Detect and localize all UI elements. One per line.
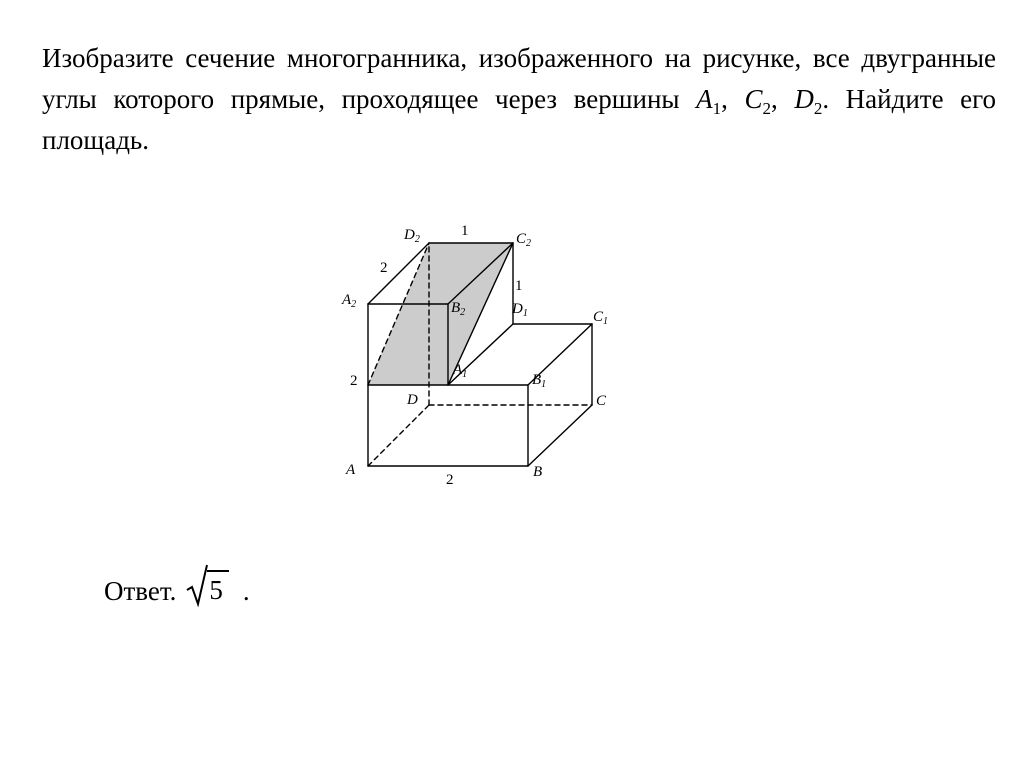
vertex-d2-letter: D [794,84,814,114]
label-b2-sub: 2 [460,307,466,318]
answer-trailing-dot: . [242,576,250,606]
label-b1-letter: B [532,372,542,388]
label-b1 [532,372,546,390]
label-a1-sub: 1 [462,369,468,380]
problem-statement [42,38,996,161]
label-a-letter: A [346,462,356,478]
label-d2 [403,227,420,245]
square-root-symbol [186,563,208,607]
answer-label: Ответ. [104,576,177,606]
label-c1 [593,309,608,327]
label-c1-sub: 1 [603,316,609,327]
dim-bottom-width: 2 [446,472,454,488]
label-c1-letter: C [593,309,604,325]
dim-top-edge: 1 [461,223,469,239]
polyhedron-figure [330,212,630,492]
label-b [533,464,542,480]
label-c [596,393,607,409]
label-c-letter: C [596,393,607,409]
dim-left-height: 2 [350,373,358,389]
label-a [345,462,356,478]
answer-line [104,563,250,607]
dim-top-depth: 2 [380,260,388,276]
label-a1-letter: A [453,362,463,378]
label-c2 [516,231,531,249]
vertex-a1-letter: A [696,84,713,114]
dim-right-height: 1 [515,278,523,294]
vertex-a1-sub: 1 [712,99,722,118]
label-c2-letter: C [516,231,527,247]
vertex-d2-sub: 2 [813,99,823,118]
label-d1-sub: 1 [522,308,528,319]
label-d [406,392,418,408]
label-a1 [452,362,467,380]
label-b-letter: B [533,464,543,480]
label-a2-letter: A [342,292,352,308]
label-a2-sub: 2 [351,299,357,310]
edge-a-d-hidden [368,405,429,466]
label-a2 [341,292,356,310]
answer-radicand: 5 [207,570,229,607]
separator-2: , [771,84,795,114]
label-d1-letter: D [512,301,523,317]
label-d2-sub: 2 [414,234,420,245]
label-c2-sub: 2 [526,238,532,249]
label-b1-sub: 1 [541,379,547,390]
vertex-c2-sub: 2 [762,99,771,118]
label-d2-letter: D [404,227,415,243]
label-b2-letter: B [451,300,461,316]
polyhedron-diagram [330,212,630,492]
label-d1 [511,301,528,319]
label-d-letter: D [407,392,418,408]
problem-text-before: Изобразите сечение многогранника, изображенного на рисунке, все двугранные углы которого прямые, проходящее через вершины [42,43,996,114]
separator-1: , [721,84,745,114]
vertex-c2-letter: C [744,84,763,114]
edge-b-c [528,405,592,466]
problem-text-after: . Найдите его площадь. [42,84,997,155]
